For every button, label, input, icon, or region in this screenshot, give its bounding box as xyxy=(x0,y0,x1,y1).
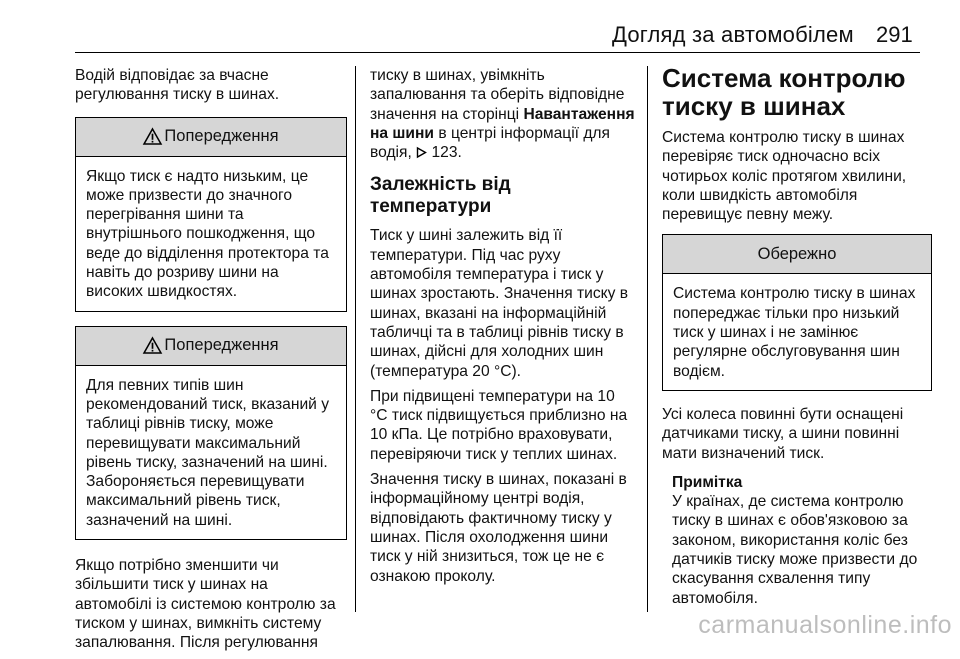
outro-paragraph: Якщо потрібно зменшити чи збільшити тиск у шинах на автомобілі із системою контролю за тиском у шинах, вимкніть систему запалювання. Після регулювання xyxy=(75,557,336,652)
column-3 xyxy=(662,64,932,608)
note-block xyxy=(662,473,932,608)
continuation-tail: в центрі інформації для водія, xyxy=(370,124,610,162)
menu-reference: Навантаження на шини xyxy=(370,105,635,142)
caution-header xyxy=(663,235,931,274)
body-paragraph: Усі колеса повинні бути оснащені датчиками тиску, а шини повинні мати визначений тиск. xyxy=(662,405,904,462)
column-2 xyxy=(370,66,635,592)
warning-box xyxy=(75,117,347,312)
body-paragraph: При підвищені температури на 10 °C тиск підвищується приблизно на 10 кПа. Це потрібно враховувати, перевіряючи тиск у теплих шинах. xyxy=(370,387,628,463)
caution-title: Обережно xyxy=(757,244,837,263)
page-reference-icon xyxy=(416,147,427,158)
body-paragraph: Значення тиску в шинах, показані в інформаційному центрі водія, відповідають фактичному тиску у шинах. Після охолодження шини тиск у ній знизиться, тож це не є ознакою проколу. xyxy=(370,471,627,585)
note-title: Примітка xyxy=(672,473,743,491)
page-header xyxy=(0,0,960,56)
warning-title: Попередження xyxy=(164,336,279,355)
continuation-text: тиску в шинах, увімкніть запалювання та оберіть відповідне значення на сторінці xyxy=(370,67,625,123)
warning-triangle-icon xyxy=(143,337,162,354)
section-subheading: Залежність від температури xyxy=(370,174,511,218)
body-paragraph: Система контролю тиску в шинах перевіряє тиск одночасно всіх чотирьох коліс протягом хвилини, коли швидкість автомобіля перевищує певну межу. xyxy=(662,129,907,224)
continuation-paragraph xyxy=(370,66,635,162)
column-divider xyxy=(355,66,356,612)
warning-text: Для певних типів шин рекомендований тиск, вказаний у таблиці рівнів тиску, може перевищувати максимальний рівень тиску, зазначений на шині. Забороняється перевищувати максимальний рівень тиск, зазначений на шині. xyxy=(86,376,330,529)
column-1 xyxy=(75,66,347,659)
warning-box xyxy=(75,326,347,540)
page-title: Догляд за автомобілем xyxy=(612,22,854,47)
warning-header xyxy=(76,118,346,157)
warning-title: Попередження xyxy=(164,126,279,145)
section-title: Система контролю тиску в шинах xyxy=(662,63,906,121)
watermark: carmanualsonline.info xyxy=(698,611,952,639)
page-number: 291 xyxy=(876,22,913,47)
warning-triangle-icon xyxy=(143,128,162,145)
intro-paragraph: Водій відповідає за вчасне регулювання тиску в шинах. xyxy=(75,67,280,104)
warning-text: Якщо тиск є надто низьким, це може призвести до значного перегрівання шини та внутрішнього пошкодження, що веде до відділення протектора та навіть до розриву шини на високих швидкостях. xyxy=(86,167,329,301)
page-reference: 123. xyxy=(431,144,462,162)
caution-box xyxy=(662,234,932,390)
caution-text: Система контролю тиску в шинах попереджає тільки про низький тиск у шинах і не замінює регулярне обслуговування шин водієм. xyxy=(673,285,916,380)
column-divider xyxy=(647,66,648,612)
note-text: У країнах, де система контролю тиску в шинах є обов'язковою за законом, використання коліс без датчиків тиску може призвести до скасування схвалення типу автомобіля. xyxy=(672,493,918,607)
body-paragraph: Тиск у шині залежить від її температури. Під час руху автомобіля температура і тиск у шинах зростають. Значення тиску в шинах, вказані на інформаційній табличці та в таблиці рівнів тиску в шинах, дійсні для холодних шин (температура 20 °C). xyxy=(370,227,629,380)
warning-header xyxy=(76,327,346,366)
header-rule xyxy=(75,52,920,53)
